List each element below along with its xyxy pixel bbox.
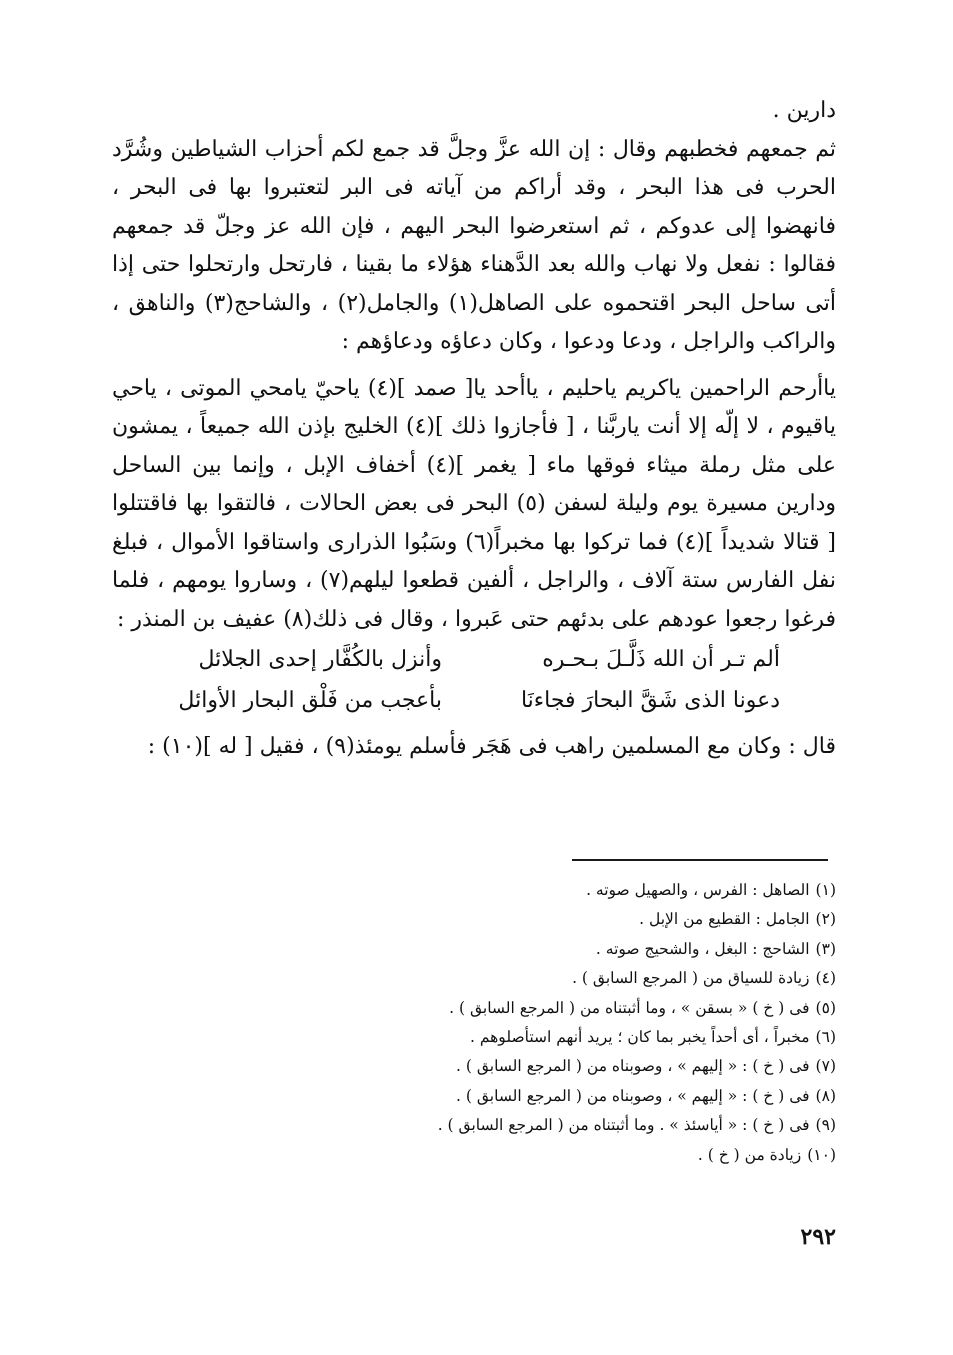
footnote-divider (572, 859, 828, 861)
footnote-item (316, 905, 836, 934)
footnote-text: الشاحج : البغل ، والشحيج صوته . (595, 939, 810, 958)
footnotes (316, 876, 836, 1170)
footnote-number: (٧) (815, 1057, 836, 1076)
footnote-item (316, 1023, 836, 1052)
footnote-text: زيادة للسياق من ( المرجع السابق ) . (572, 969, 810, 988)
footnote-text: الصاهل : الفرس ، والصهيل صوته . (586, 881, 810, 899)
verse-2-first-hemistich: دعونا الذى شَقَّ البحارَ فجاءنَا (520, 687, 780, 713)
footnote-number: (٩) (815, 1116, 836, 1135)
footnote-text: فى ( خ ) « بسقن » ، وما أثبتناه من ( المرجع السابق ) . (449, 998, 810, 1017)
footnote-text: زيادة من ( خ ) . (697, 1145, 802, 1164)
footnote-item (316, 876, 836, 905)
footnote-text: فى ( خ ) : « إليهم » ، وصوبناه من ( المرجع السابق ) . (456, 1086, 810, 1105)
footnote-text: الجامل : القطيع من الإبل . (639, 910, 810, 929)
footnote-number: (٨) (815, 1086, 836, 1105)
footnote-item (316, 1052, 836, 1081)
footnote-item (316, 1141, 836, 1170)
page-number: ٢٩٢ (800, 1224, 836, 1250)
paragraph-opening: دارين . (772, 98, 836, 123)
poem-verse-1 (112, 641, 836, 680)
main-text (112, 92, 836, 767)
paragraph-sermon: ثم جمعهم فخطبهم وقال : إن الله عزَّ وجلَّ قد جمع لكم أحزاب الشياطين وشُرَّد الحرب فى هذا البحر ، وقد أراكم من آياته فى البر لتعتبروا بها فى البحر ، فانهضوا إلى عدوكم ، ثم استعرضوا البحر اليهم ، فإن الله عز وجلّ قد جمعهم فقالوا : نفعل ولا نهاب والله بعد الدَّهناء هؤلاء ما بقينا ، فارتحل وارتحلوا حتى إذا أتى ساحل البحر اقتحموه على الصاهل(١) والجامل(٢) ، والشاحج(٣) والناهق ، والراكب والراجل ، ودعا ودعوا ، وكان دعاؤه ودعاؤهم : (112, 136, 836, 354)
footnote-number: (٣) (815, 939, 836, 958)
verse-1-second-hemistich: وأنزل بالكُفَّار إحدى الجلائل (198, 647, 442, 672)
footnote-number: (٦) (815, 1028, 836, 1047)
footnote-number: (١) (815, 881, 836, 899)
footnote-number: (٥) (815, 998, 836, 1017)
paragraph-prayer-crossing: ياأرحم الراحمين ياكريم ياحليم ، ياأحد يا[ صمد ](٤) ياحيّ يامحي الموتى ، ياحي ياقيوم ، لا إلّه إلا أنت ياربَّنا ، [ فأجازوا ذلك ](٤) الخليج بإذن الله جميعاً ، يمشون على مثل رملة ميثاء فوقها ماء [ يغمر ](٤) أخفاف الإبل ، وإنما بين الساحل ودارين مسيرة يوم وليلة لسفن (٥) البحر فى بعض الحالات ، فالتقوا بها فاقتتلوا [ قتالا شديداً ](٤) فما تركوا بها مخبراً(٦) وسَبُوا الذرارى واستاقوا الأموال ، فبلغ نفل الفارس ستة آلاف ، والراجل ، ألفين قطعوا ليلهم(٧) ، وساروا يومهم ، فلما فرغوا رجعوا عودهم على بدئهم حتى عَبروا ، وقال فى ذلك(٨) عفيف بن المنذر : (112, 375, 837, 632)
footnote-item (316, 964, 836, 993)
verse-2-second-hemistich: بأعجب من فَلْق البحار الأوائل (178, 687, 442, 713)
footnote-text: فى ( خ ) : « أياسئذ » . وما أثبتناه من ( المرجع السابق ) . (437, 1116, 810, 1135)
footnote-text: فى ( خ ) : « إليهم » ، وصوبناه من ( المرجع السابق ) . (456, 1057, 810, 1076)
footnote-item (316, 935, 836, 964)
footnote-number: (٢) (815, 910, 836, 929)
footnote-item (316, 1082, 836, 1111)
paragraph-monk: قال : وكان مع المسلمين راهب فى هَجَر فأسلم يومئذ(٩) ، فقيل [ له ](١٠) : (147, 734, 836, 759)
footnote-text: مخبراً ، أى أحداً يخبر بما كان ؛ يريد أنهم استأصلوهم . (469, 1028, 810, 1047)
footnote-number: (٤) (815, 969, 836, 988)
footnote-item (316, 1111, 836, 1140)
verse-1-first-hemistich: ألم تـر أن الله ذَلَّـلَ بـحـره (542, 647, 780, 672)
footnote-number: (١٠) (807, 1145, 836, 1164)
footnote-item (316, 994, 836, 1023)
poem-verse-2 (112, 682, 836, 721)
